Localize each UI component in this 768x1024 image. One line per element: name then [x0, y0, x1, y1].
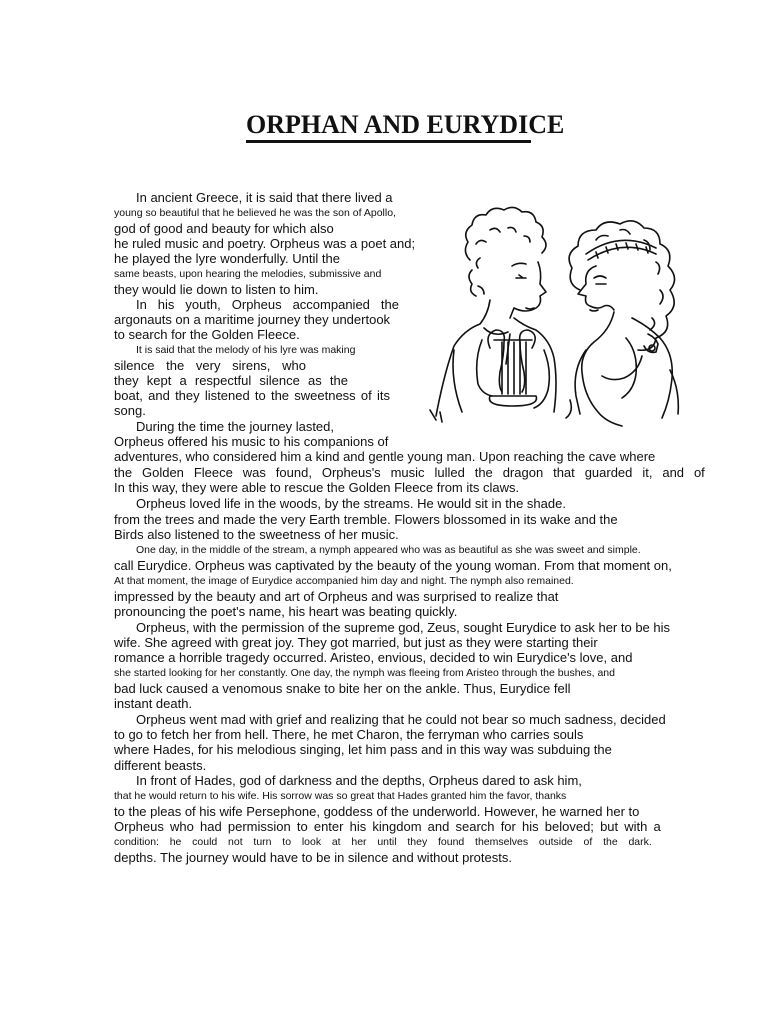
word: silence — [259, 373, 300, 388]
word: very — [195, 358, 221, 373]
word: the — [270, 388, 290, 403]
word: was — [242, 465, 266, 480]
word: respectful — [194, 373, 252, 388]
text-line: young so beautiful that he believed he was the son of Apollo, — [114, 207, 396, 219]
text-line: where Hades, for his melodious singing, let him pass and in this way was subduing the — [114, 742, 612, 757]
text-line-justified — [114, 819, 661, 834]
text-line: to the pleas of his wife Persephone, goddess of the underworld. However, he warned her to — [114, 804, 640, 819]
word: music — [390, 465, 425, 480]
text-line: romance a horrible tragedy occurred. Aristeo, envious, decided to win Eurydice's love, and — [114, 650, 633, 665]
word: dark. — [628, 836, 652, 848]
word: sweetness — [294, 388, 356, 403]
word: that — [553, 465, 575, 480]
word: youth, — [185, 297, 221, 312]
word: to — [282, 836, 292, 848]
text-line: One day, in the middle of the stream, a nymph appeared who was as beautiful as she was sweet and simple. — [136, 544, 641, 556]
word: permission — [227, 819, 291, 834]
title-underline — [246, 140, 531, 143]
text-line: that he would return to his wife. His sorrow was so great that Hades granted him the favor, thanks — [114, 790, 567, 802]
text-line: Birds also listened to the sweetness of her music. — [114, 527, 399, 542]
word: silence — [114, 358, 155, 373]
text-line: In this way, they were able to rescue the Golden Fleece from its claws. — [114, 480, 520, 495]
word: its — [376, 388, 390, 403]
word: Orpheus — [231, 297, 282, 312]
word: the — [380, 297, 399, 312]
text-line: they would lie down to listen to him. — [114, 282, 319, 297]
text-line: In ancient Greece, it is said that there lived a — [136, 190, 393, 205]
word: enter — [313, 819, 344, 834]
text-line: Orpheus offered his music to his companions of — [114, 434, 389, 449]
word: the — [329, 373, 348, 388]
text-line: song. — [114, 403, 146, 418]
text-line: At that moment, the image of Eurydice accompanied him day and night. The nymph also remained. — [114, 575, 574, 587]
word: listened — [204, 388, 250, 403]
word: Orpheus — [114, 819, 164, 834]
word: a — [179, 373, 187, 388]
text-line-justified — [114, 358, 306, 373]
word: and — [148, 388, 170, 403]
word: until — [377, 836, 397, 848]
text-line: depths. The journey would have to be in silence and without protests. — [114, 850, 512, 865]
word: look — [301, 836, 322, 848]
word: In — [136, 297, 147, 312]
word: themselves — [475, 836, 529, 848]
text-line: call Eurydice. Orpheus was captivated by the beauty of the young woman. From that moment on, — [114, 558, 672, 573]
word: to — [296, 819, 308, 834]
word: his — [349, 819, 367, 834]
text-line: different beasts. — [114, 758, 207, 773]
word: he — [169, 836, 182, 848]
word: and — [662, 465, 685, 480]
lyre-icon — [488, 330, 537, 406]
text-line: she started looking for her constantly. One day, the nymph was fleeing from Aristeo through the bushes, and — [114, 667, 615, 679]
word: her — [351, 836, 367, 848]
text-line: same beasts, upon hearing the melodies, submissive and — [114, 268, 382, 280]
word: found, — [275, 465, 312, 480]
text-line: It is said that the melody of his lyre was making — [136, 344, 356, 356]
word: outside — [538, 836, 573, 848]
word: the — [603, 836, 618, 848]
orpheus-figure — [430, 207, 571, 422]
word: could — [192, 836, 218, 848]
text-line: to search for the Golden Fleece. — [114, 327, 300, 342]
text-line: god of good and beauty for which also — [114, 221, 334, 236]
word: his — [157, 297, 175, 312]
word: not — [228, 836, 243, 848]
word: who — [170, 819, 194, 834]
word: the — [114, 465, 133, 480]
text-line: During the time the journey lasted, — [136, 419, 334, 434]
word: to — [254, 388, 266, 403]
word: kingdom — [372, 819, 422, 834]
word: beloved; — [544, 819, 594, 834]
text-line: In front of Hades, god of darkness and the depths, Orpheus dared to ask him, — [136, 773, 582, 788]
text-line: Orpheus went mad with grief and realizing that he could not bear so much sadness, decided — [136, 712, 666, 727]
text-line: Orpheus, with the permission of the supreme god, Zeus, sought Eurydice to ask her to be his — [136, 620, 671, 635]
word: a — [653, 819, 661, 834]
word: who — [282, 358, 306, 373]
word: condition: — [114, 836, 159, 848]
word: found — [437, 836, 465, 848]
word: Golden — [141, 465, 184, 480]
word: for — [500, 819, 516, 834]
word: turn — [253, 836, 272, 848]
orpheus-eurydice-illustration — [420, 200, 705, 435]
word: guarded — [584, 465, 633, 480]
text-line-justified — [114, 835, 652, 850]
word: boat, — [114, 388, 143, 403]
text-line-justified — [114, 388, 390, 403]
word: lulled — [434, 465, 465, 480]
word: sirens, — [232, 358, 271, 373]
word: the — [474, 465, 493, 480]
word: but — [600, 819, 619, 834]
text-line-justified — [136, 297, 399, 312]
word: and — [427, 819, 450, 834]
word: with — [624, 819, 648, 834]
word: his — [522, 819, 539, 834]
word: had — [200, 819, 222, 834]
word: of — [360, 388, 372, 403]
text-line: impressed by the beauty and art of Orpheus and was surprised to realize that — [114, 589, 559, 604]
text-line: he ruled music and poetry. Orpheus was a poet and; — [114, 236, 416, 251]
text-line: argonauts on a maritime journey they undertook — [114, 312, 391, 327]
word: as — [308, 373, 322, 388]
word: dragon — [502, 465, 544, 480]
text-line: pronouncing the poet's name, his heart was beating quickly. — [114, 604, 458, 619]
text-line-justified — [114, 373, 348, 388]
page-title: ORPHAN AND EURYDICE — [246, 110, 565, 139]
word: accompanied — [292, 297, 370, 312]
word: Fleece — [193, 465, 233, 480]
text-line: instant death. — [114, 696, 193, 711]
text-line: he played the lyre wonderfully. Until the — [114, 251, 340, 266]
eurydice-figure — [569, 221, 678, 426]
word: search — [455, 819, 495, 834]
word: Orpheus's — [321, 465, 381, 480]
word: of — [693, 465, 705, 480]
word: the — [166, 358, 185, 373]
word: it, — [642, 465, 653, 480]
text-line: from the trees and made the very Earth tremble. Flowers blossomed in its wake and the — [114, 512, 618, 527]
text-line: bad luck caused a venomous snake to bite her on the ankle. Thus, Eurydice fell — [114, 681, 571, 696]
word: they — [407, 836, 428, 848]
text-line: adventures, who considered him a kind and gentle young man. Upon reaching the cave where — [114, 449, 656, 464]
word: they — [175, 388, 200, 403]
text-line: Orpheus loved life in the woods, by the streams. He would sit in the shade. — [136, 496, 566, 511]
word: of — [583, 836, 593, 848]
word: they — [114, 373, 139, 388]
text-line-justified — [114, 465, 705, 480]
word: at — [331, 836, 341, 848]
text-line: wife. She agreed with great joy. They got married, but just as they were starting their — [114, 635, 598, 650]
word: kept — [146, 373, 172, 388]
text-line: to go to fetch her from hell. There, he met Charon, the ferryman who carries souls — [114, 727, 584, 742]
